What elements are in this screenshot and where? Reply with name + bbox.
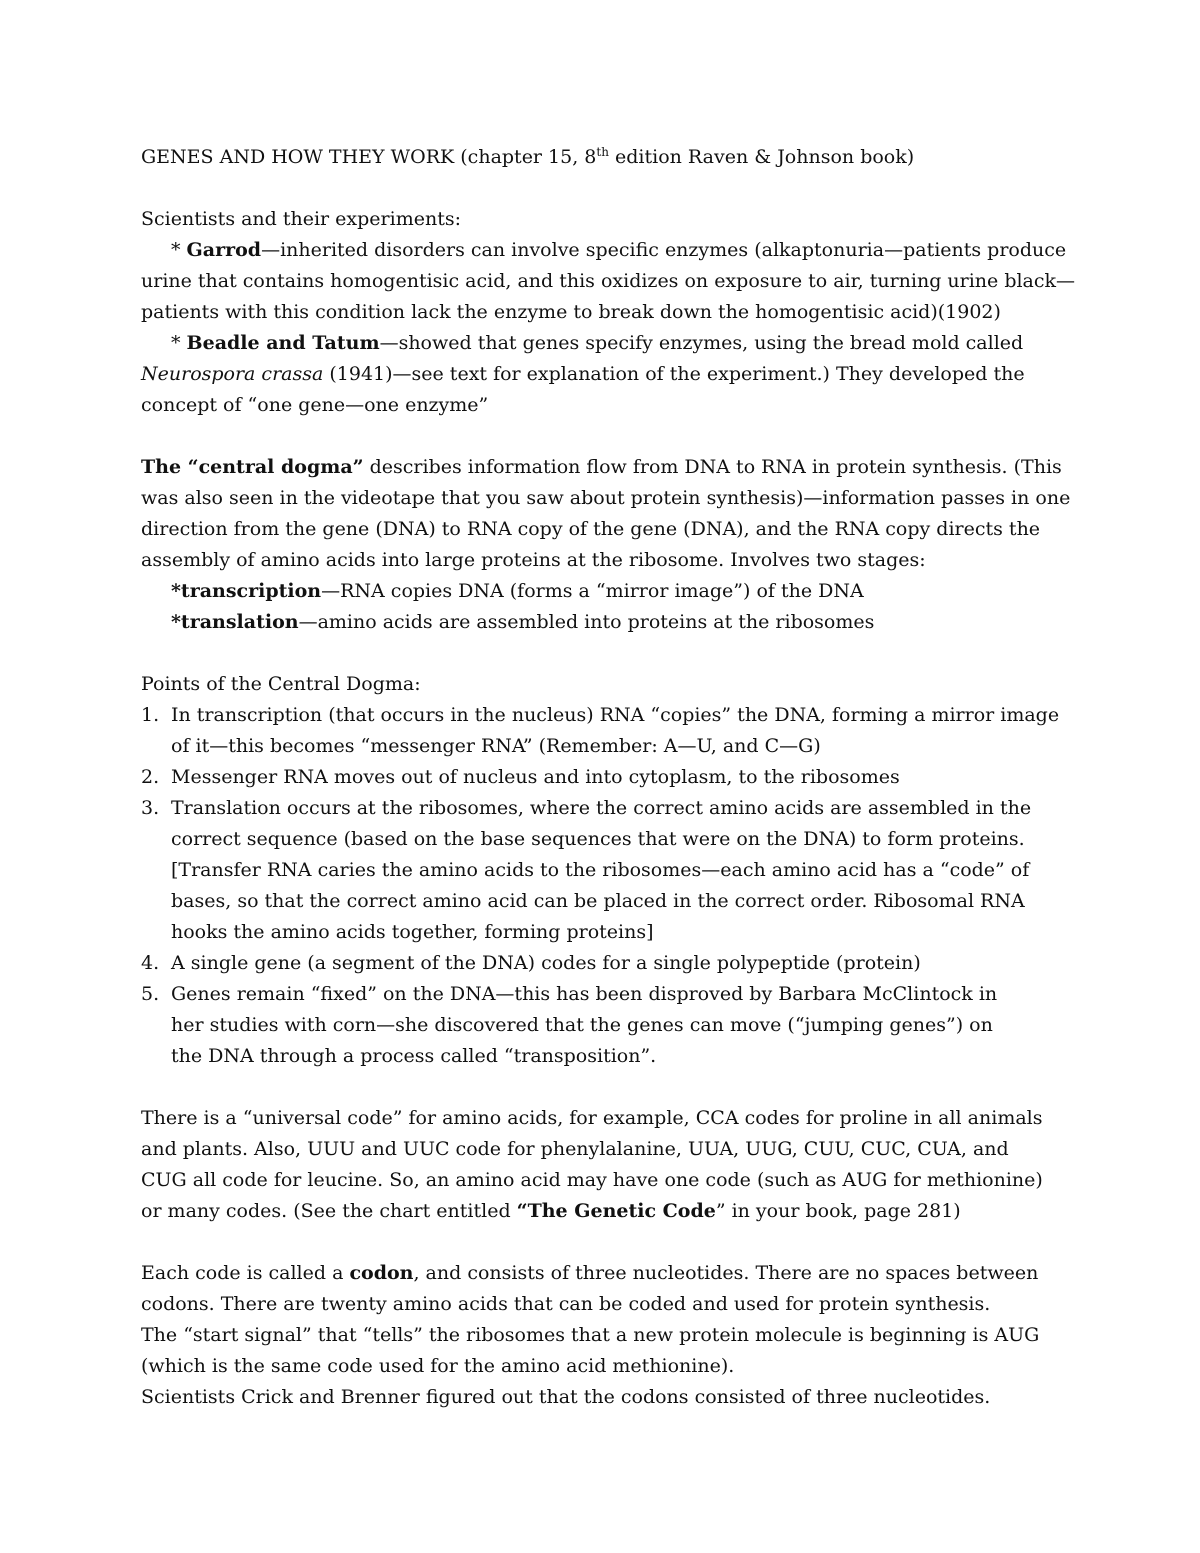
dogma-line-1 [141, 452, 1062, 483]
list-item-number: 5. [141, 983, 160, 1005]
codon-line-2: codons. There are twenty amino acids that can be coded and used for protein synthesis. [141, 1293, 991, 1315]
garrod-name: Garrod [186, 239, 262, 261]
list-item-1-line-2: of it—this becomes “messenger RNA” (Remember: A—U, and C—G) [171, 735, 821, 757]
list-item-4-line-1: A single gene (a segment of the DNA) codes for a single polypeptide (protein) [171, 952, 921, 974]
list-item-3-line-4: bases, so that the correct amino acid can be placed in the correct order. Ribosomal RNA [171, 890, 1025, 912]
universal-line-2: and plants. Also, UUU and UUC code for phenylalanine, UUA, UUG, CUU, CUC, CUA, and [141, 1138, 1009, 1160]
universal-line-3: CUG all code for leucine. So, an amino acid may have one code (such as AUG for methionine) [141, 1169, 1043, 1191]
species-name: Neurospora crassa [141, 363, 324, 385]
points-heading: Points of the Central Dogma: [141, 673, 421, 695]
list-item-3-line-5: hooks the amino acids together, forming proteins] [171, 921, 654, 943]
dogma-text-1: describes information flow from DNA to RNA in protein synthesis. (This [363, 456, 1062, 478]
list-item-3-line-2: correct sequence (based on the base sequences that were on the DNA) to form proteins. [171, 828, 1025, 850]
beadle-text: —showed that genes specify enzymes, using the bread mold called [379, 332, 1024, 354]
transcription-text: —RNA copies DNA (forms a “mirror image”) of the DNA [321, 580, 864, 602]
beadle-text-2: (1941)—see text for explanation of the experiment.) They developed the [323, 363, 1025, 385]
beadle-tatum-name: Beadle and Tatum [186, 332, 380, 354]
dogma-line-3: direction from the gene (DNA) to RNA copy of the gene (DNA), and the RNA copy directs the [141, 518, 1041, 540]
translation-line [171, 607, 874, 638]
list-item-3-line-1: Translation occurs at the ribosomes, where the correct amino acids are assembled in the [171, 797, 1032, 819]
list-item-5-line-3: the DNA through a process called “transposition”. [171, 1045, 657, 1067]
document-title [141, 142, 914, 173]
list-item-3-line-3: [Transfer RNA caries the amino acids to the ribosomes—each amino acid has a “code” of [171, 859, 1030, 881]
transcription-line [171, 576, 864, 607]
codon-line-4: (which is the same code used for the amino acid methionine). [141, 1355, 735, 1377]
beadle-line-3: concept of “one gene—one enzyme” [141, 394, 489, 416]
title-paren-close: edition Raven & Johnson book) [608, 146, 915, 168]
beadle-line-2 [141, 359, 1025, 390]
garrod-line-2: urine that contains homogentisic acid, and this oxidizes on exposure to air, turning urine black— [141, 270, 1076, 292]
beadle-line-1 [171, 328, 1023, 359]
garrod-line-3: patients with this condition lack the enzyme to break down the homogentisic acid)(1902) [141, 301, 1001, 323]
list-item-number: 2. [141, 766, 160, 788]
codon-line-1 [141, 1258, 1038, 1289]
garrod-line-1 [171, 235, 1066, 266]
title-superscript: th [596, 145, 609, 159]
universal-line-1: There is a “universal code” for amino acids, for example, CCA codes for proline in all animals [141, 1107, 1043, 1129]
list-item-2-line-1: Messenger RNA moves out of nucleus and into cytoplasm, to the ribosomes [171, 766, 900, 788]
bullet-star: * [171, 332, 187, 354]
dogma-line-2: was also seen in the videotape that you saw about protein synthesis)—information passes in one [141, 487, 1071, 509]
codon-term: codon [349, 1262, 414, 1284]
codon-line-3: The “start signal” that “tells” the ribosomes that a new protein molecule is beginning is AUG [141, 1324, 1040, 1346]
genetic-code-chart-title: “The Genetic Code [516, 1200, 716, 1222]
list-item-1-line-1: In transcription (that occurs in the nucleus) RNA “copies” the DNA, forming a mirror image [171, 704, 1060, 726]
universal-text-4b: ” in your book, page 281) [715, 1200, 961, 1222]
list-item-number: 3. [141, 797, 160, 819]
codon-text-1b: , and consists of three nucleotides. There are no spaces between [413, 1262, 1039, 1284]
garrod-text: —inherited disorders can involve specific enzymes (alkaptonuria—patients produce [261, 239, 1067, 261]
title-main: GENES AND HOW THEY WORK [141, 146, 455, 168]
list-item-number: 4. [141, 952, 160, 974]
experiments-heading: Scientists and their experiments: [141, 208, 461, 230]
title-paren-open: (chapter 15, 8 [454, 146, 597, 168]
translation-term: *translation [171, 611, 299, 633]
universal-text-4a: or many codes. (See the chart entitled [141, 1200, 517, 1222]
codon-text-1a: Each code is called a [141, 1262, 350, 1284]
list-item-5-line-1: Genes remain “fixed” on the DNA—this has been disproved by Barbara McClintock in [171, 983, 998, 1005]
central-dogma-term: The “central dogma” [141, 456, 364, 478]
universal-line-4 [141, 1196, 961, 1227]
codon-line-5: Scientists Crick and Brenner figured out that the codons consisted of three nucleotides. [141, 1386, 991, 1408]
dogma-line-4: assembly of amino acids into large proteins at the ribosome. Involves two stages: [141, 549, 926, 571]
bullet-star: * [171, 239, 187, 261]
translation-text: —amino acids are assembled into proteins at the ribosomes [298, 611, 875, 633]
list-item-number: 1. [141, 704, 160, 726]
transcription-term: *transcription [171, 580, 322, 602]
list-item-5-line-2: her studies with corn—she discovered that the genes can move (“jumping genes”) on [171, 1014, 993, 1036]
